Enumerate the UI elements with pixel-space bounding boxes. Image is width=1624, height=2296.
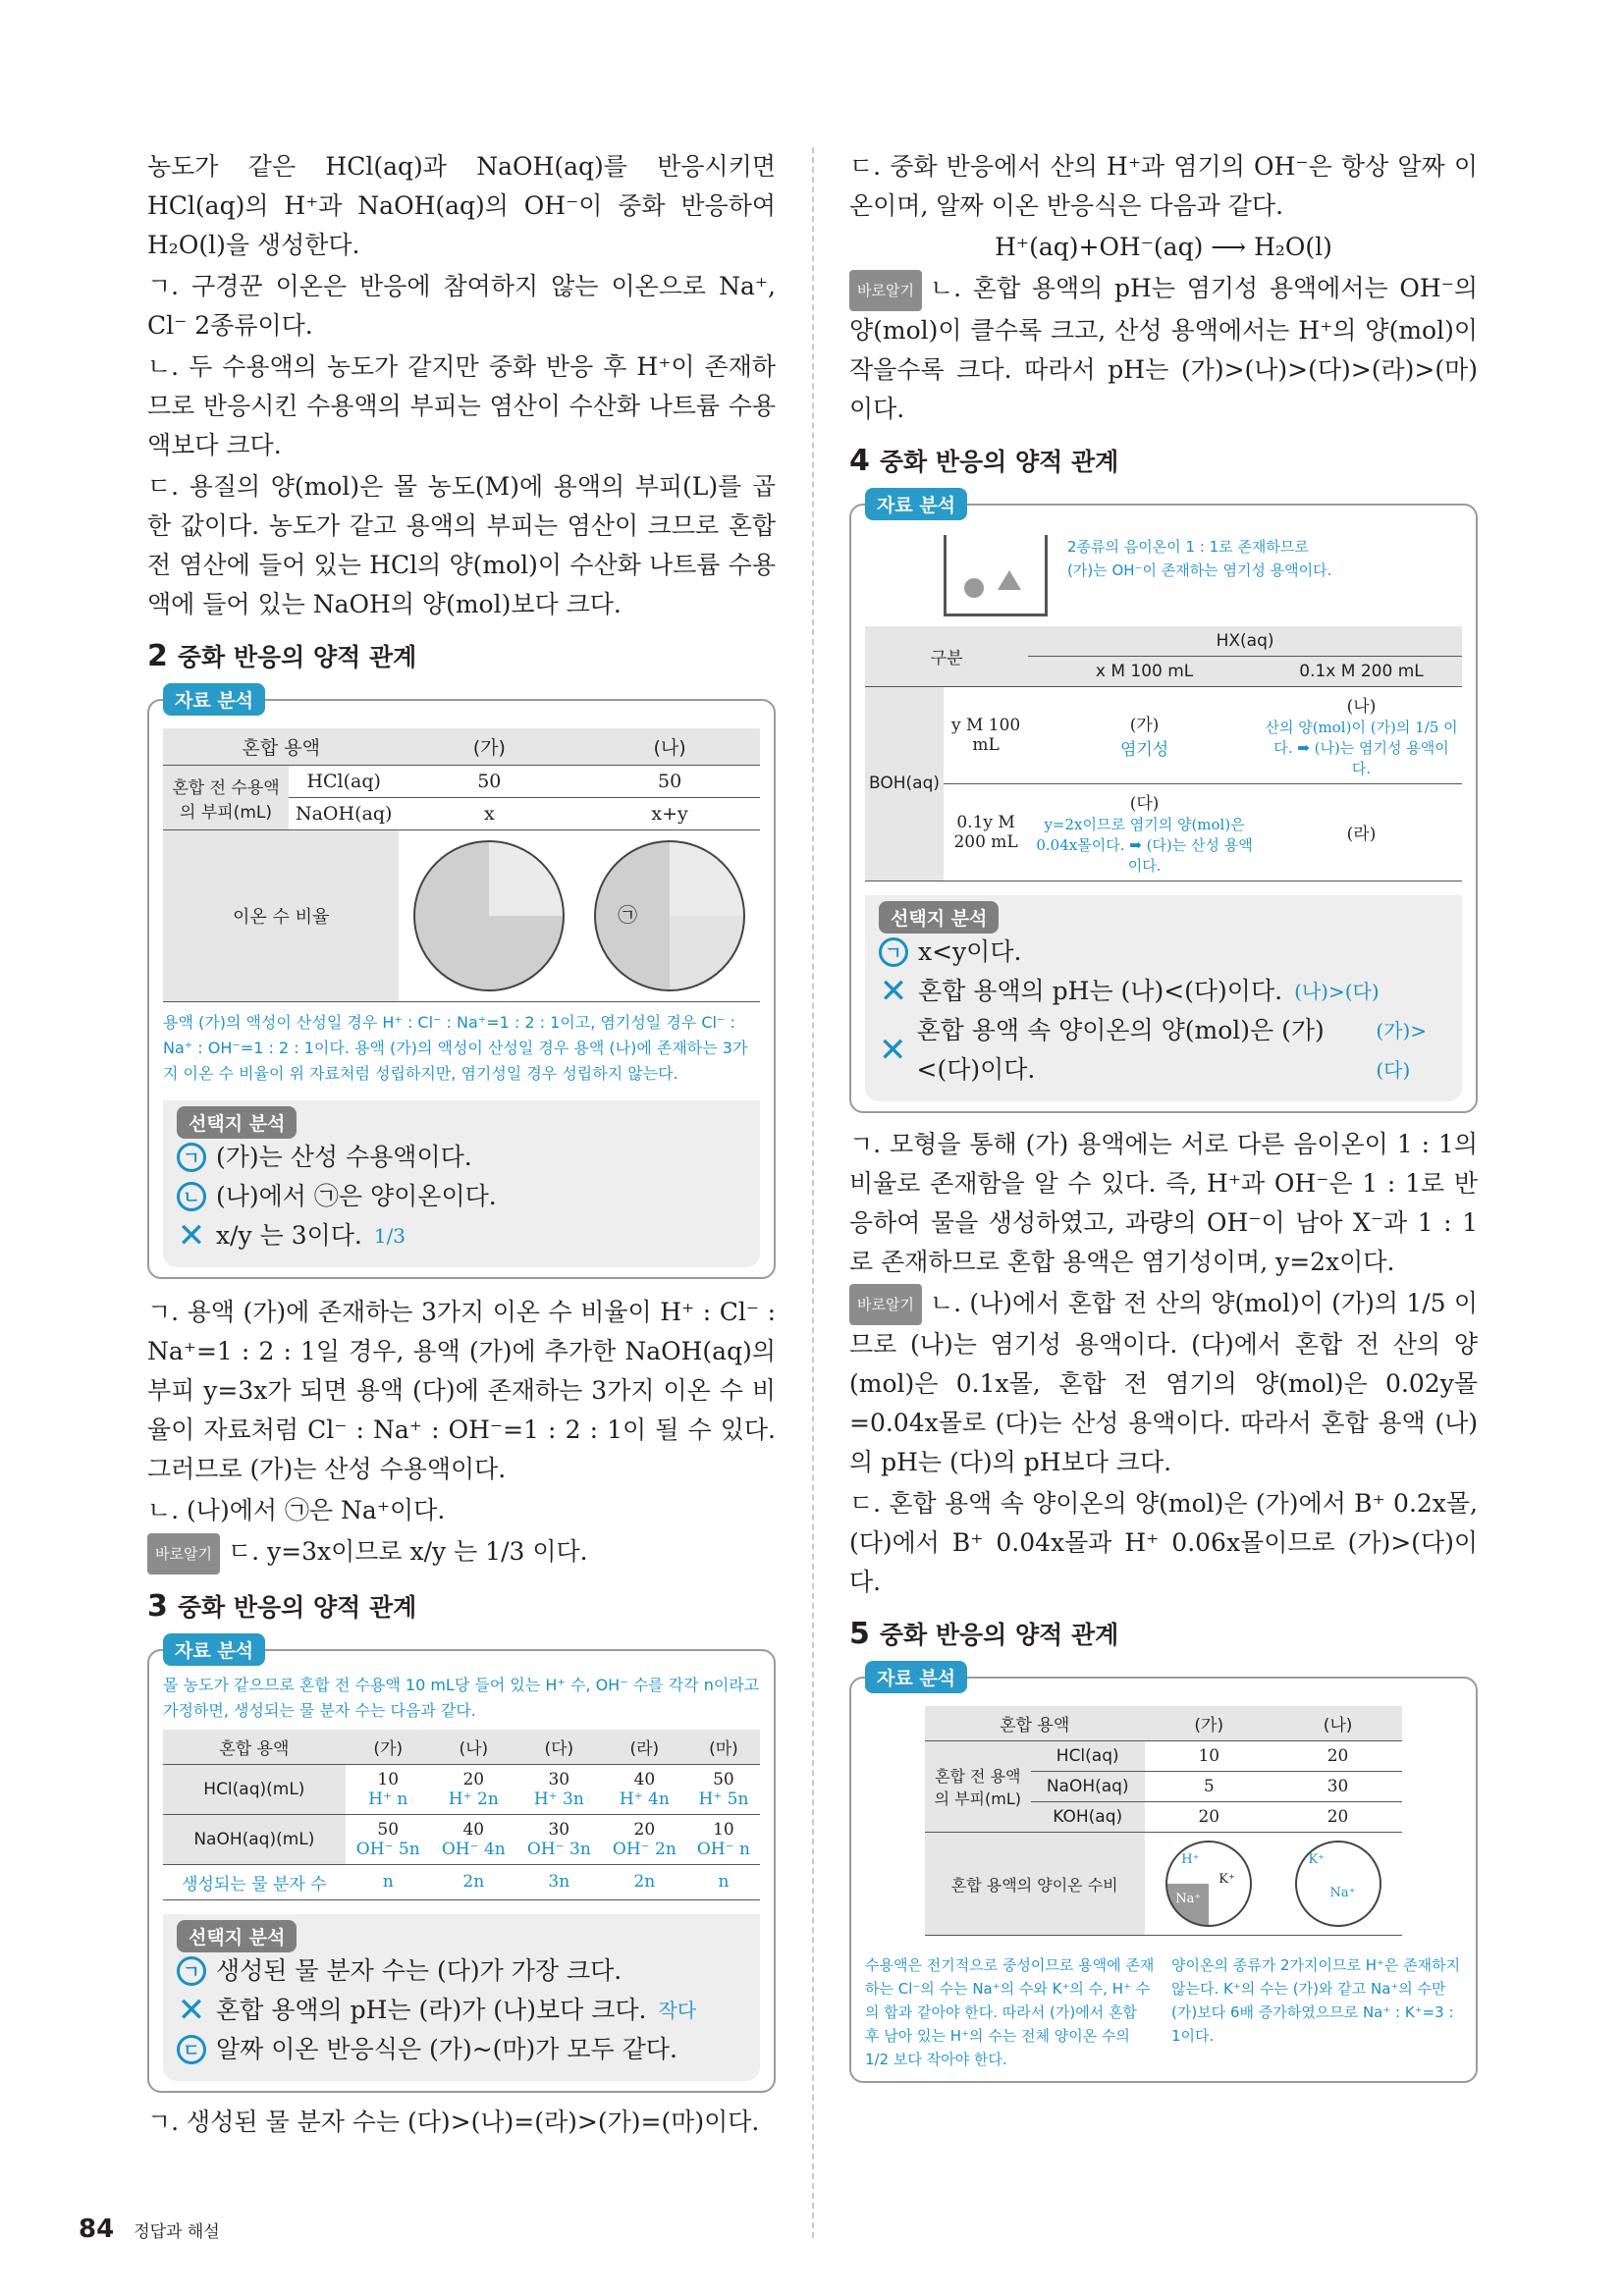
cell-ion: OH⁻ 5n	[355, 1839, 420, 1859]
s4-exp-1: ㄱ. 모형을 통해 (가) 용액에는 서로 다른 음이온이 1 : 1의 비율로 존재함을 알 수 있다. 즉, H⁺과 OH⁻은 1 : 1로 반응하여 물을 생성하였고, 과량의 OH⁻이 남아 X⁻과 1 : 1로 존재하므로 혼합 용액은 염기성이며, y=2x이다.	[849, 1129, 1478, 1276]
choice-text: (가)는 산성 수용액이다.	[216, 1143, 472, 1171]
fix-badge: 바로알기	[147, 1533, 220, 1575]
s5-rowgroup: 혼합 전 용액의 부피(mL)	[925, 1741, 1031, 1833]
s5-hdr: (가)	[1145, 1706, 1273, 1741]
beaker-diagram	[944, 535, 1462, 616]
cell: 10	[1145, 1741, 1273, 1772]
cell: 20	[462, 1769, 485, 1789]
page-footer	[79, 2215, 220, 2244]
ion-ratio-pie-b	[594, 840, 745, 991]
choice-correction: (나)>(다)	[1294, 979, 1380, 1003]
s3-note: 몰 농도가 같으므로 혼합 전 수용액 10 mL당 들어 있는 H⁺ 수, OH⁻ 수를 각각 n이라고 가정하면, 생성되는 물 분자 수는 다음과 같다.	[163, 1675, 760, 1720]
cell: 10	[377, 1769, 400, 1789]
pie-mark: ㉠	[618, 903, 638, 927]
fix-badge: 바로알기	[849, 1284, 922, 1325]
s4-col-label: 구분	[865, 626, 1028, 687]
s4-base-2: 0.1y M 200 mL	[944, 783, 1028, 881]
cell: 40	[462, 1819, 485, 1840]
s5-row-name: KOH(aq)	[1031, 1802, 1145, 1833]
s3-tag: 자료 분석	[163, 1633, 265, 1666]
s4-na-note: 산의 양(mol)이 (가)의 1/5 이다. ➡ (나)는 염기성 용액이다.	[1265, 718, 1458, 777]
s4-fix	[849, 1284, 1478, 1483]
section-number: 2	[147, 639, 168, 673]
choice-item	[177, 1216, 746, 1255]
s5-notes	[865, 1946, 1462, 2071]
cell-ion: H⁺ 3n	[533, 1789, 584, 1809]
choice-text: (나)에서 ㉠은 양이온이다.	[216, 1182, 497, 1210]
section-number: 3	[147, 1588, 168, 1624]
choice-item	[177, 1177, 746, 1216]
cation-pie-a	[1165, 1841, 1252, 1927]
pie-label: K⁺	[1308, 1852, 1326, 1867]
s4-acid-1: x M 100 mL	[1028, 656, 1261, 686]
cation-pie-b	[1295, 1841, 1381, 1927]
wrong-mark-icon: ✕	[177, 1216, 206, 1255]
s2-pie-label: 이온 수 비율	[163, 830, 399, 1002]
fix-text: ㄷ. y=3x이므로 x/y 는 1/3 이다.	[227, 1537, 588, 1566]
s5-row-name: NaOH(aq)	[1031, 1772, 1145, 1802]
cell: 20	[633, 1819, 656, 1840]
cell-ion: OH⁻ 2n	[612, 1839, 677, 1859]
cell: n	[687, 1864, 760, 1899]
s5-note-b: 양이온의 종류가 2가지이므로 H⁺은 존재하지 않는다. K⁺의 수는 (가)와 같고 Na⁺의 수만 (가)보다 6배 증가하였으므로 Na⁺ : K⁺=3 : 1이다.	[1171, 1956, 1461, 2045]
s4-acid: HX(aq)	[1028, 626, 1462, 657]
equation: H⁺(aq)+OH⁻(aq) ⟶ H₂O(l)	[995, 233, 1332, 261]
s3-water-label: 생성되는 물 분자 수	[163, 1864, 346, 1899]
s2-r2-1: x	[399, 798, 579, 830]
cell: 5	[1145, 1772, 1273, 1802]
s4-da-note: y=2x이므로 염기의 양(mol)은 0.04x몰이다. ➡ (다)는 산성 용액이다.	[1036, 815, 1253, 875]
section-title: 중화 반응의 양적 관계	[879, 447, 1119, 476]
s3-hdr: (가)	[346, 1730, 431, 1765]
cell: 10	[713, 1819, 734, 1840]
choice-text: 혼합 용액 속 양이온의 양(mol)은 (가)<(다)이다.	[916, 1015, 1325, 1084]
s2-exp-2: ㄴ. (나)에서 ㉠은 Na⁺이다.	[147, 1496, 446, 1524]
choice-correction: 작다	[658, 1998, 697, 2022]
s4-base: BOH(aq)	[865, 686, 944, 881]
s3-naoh-label: NaOH(aq)(mL)	[163, 1814, 346, 1864]
s2-fix	[147, 1532, 776, 1575]
cell: 50	[377, 1819, 400, 1840]
choice-text: 알짜 이온 반응식은 (가)~(마)가 모두 같다.	[216, 2034, 677, 2063]
correct-mark-icon: ㄷ	[177, 2035, 206, 2064]
s4-ga-note: 염기성	[1119, 739, 1169, 760]
choice-item	[879, 1011, 1448, 1090]
cell: 30	[548, 1819, 570, 1840]
s3-hdr: 혼합 용액	[163, 1730, 346, 1765]
cell: 2n	[602, 1864, 687, 1899]
choice-text: 생성된 물 분자 수는 (다)가 가장 크다.	[216, 1955, 623, 1985]
s3-data-box	[147, 1639, 776, 2093]
cell: 3n	[516, 1864, 602, 1899]
cell: n	[346, 1864, 431, 1899]
s4-da: (다)	[1129, 793, 1160, 814]
triangle-ion-icon	[998, 570, 1021, 590]
section-title: 중화 반응의 양적 관계	[177, 643, 417, 671]
s3-table	[163, 1730, 760, 1900]
s5-data-box	[849, 1668, 1478, 2083]
cell: 20	[1273, 1802, 1402, 1833]
s4-exp-2: ㄷ. 혼합 용액 속 양이온의 양(mol)은 (가)에서 B⁺ 0.2x몰, (다)에서 B⁺ 0.04x몰과 H⁺ 0.06x몰이므로 (가)>(다)이다.	[849, 1489, 1478, 1596]
s3-hdr: (라)	[602, 1730, 687, 1765]
intro-item-3: ㄷ. 용질의 양(mol)은 몰 농도(M)에 용액의 부피(L)를 곱한 값이다. 농도가 같고 용액의 부피는 염산이 크므로 혼합 전 염산에 들어 있는 HCl의 양(mol)이 수산화 나트륨 수용액에 들어 있는 NaOH의 양(mol)보다 크다.	[147, 472, 776, 618]
choice-text: x/y 는 3이다.	[216, 1221, 362, 1250]
section-4-heading	[849, 443, 1478, 478]
column-divider	[812, 147, 814, 2238]
s5-hdr: 혼합 용액	[925, 1706, 1145, 1741]
s2-note: 용액 (가)의 액성이 산성일 경우 H⁺ : Cl⁻ : Na⁺=1 : 2 : 1이고, 염기성일 경우 Cl⁻ : Na⁺ : OH⁻=1 : 2 : 1이다. 용액 (가)의 액성이 산성일 경우 용액 (나)에 존재하는 3가지 이온 수 비율이 위 자료처럼 성립하지만, 염기성일 경우 성립하지 않는다.	[163, 1013, 748, 1083]
s3-choices	[163, 1914, 760, 2081]
s2-data-box	[147, 690, 776, 1279]
right-top: ㄷ. 중화 반응에서 산의 H⁺과 염기의 OH⁻은 항상 알짜 이온이며, 알짜 이온 반응식은 다음과 같다.	[849, 152, 1478, 220]
s4-ga: (가)	[1129, 715, 1160, 735]
correct-mark-icon: ㄱ	[177, 1143, 206, 1172]
cell: 30	[1273, 1772, 1402, 1802]
beaker-icon	[944, 535, 1048, 616]
beaker-note: 2종류의 음이온이 1 : 1로 존재하므로 (가)는 OH⁻이 존재하는 염기성 용액이다.	[1067, 537, 1332, 579]
cell-ion: H⁺ 5n	[698, 1789, 749, 1809]
ion-ratio-pie-a	[413, 840, 565, 991]
s2-r1-2: 50	[579, 766, 760, 798]
intro-para: 농도가 같은 HCl(aq)과 NaOH(aq)를 반응시키면 HCl(aq)의 H⁺과 NaOH(aq)의 OH⁻이 중화 반응하여 H₂O(l)을 생성한다.	[147, 152, 776, 259]
right-fix-1	[849, 269, 1478, 429]
choice-text: 혼합 용액의 pH는 (나)<(다)이다.	[918, 976, 1283, 1005]
s5-note-a: 수용액은 전기적으로 중성이므로 용액에 존재하는 Cl⁻의 수는 Na⁺의 수와 K⁺의 수, H⁺ 수의 합과 같아야 한다. 따라서 (가)에서 혼합 후 남아 있는 H⁺의 수는 전체 양이온 수의 1/2 보다 작아야 한다.	[865, 1956, 1155, 2068]
pie-label: Na⁺	[1175, 1892, 1202, 1906]
s2-r1-1: 50	[399, 766, 579, 798]
s5-hdr: (나)	[1273, 1706, 1402, 1741]
choice-text: x<y이다.	[918, 936, 1022, 966]
section-5-heading	[849, 1616, 1478, 1651]
page-number: 84	[79, 2215, 115, 2244]
s5-table	[925, 1706, 1402, 1936]
s2-hdr-2: (나)	[579, 728, 760, 766]
choice-correction: (가)>(다)	[1376, 1018, 1428, 1082]
s5-pie-label: 혼합 용액의 양이온 수비	[925, 1833, 1145, 1936]
s3-hdr: (다)	[516, 1730, 602, 1765]
intro-item-1: ㄱ. 구경꾼 이온은 반응에 참여하지 않는 이온으로 Na⁺, Cl⁻ 2종류이다.	[147, 272, 776, 340]
s2-hdr-0: 혼합 용액	[163, 728, 399, 766]
s2-hdr-1: (가)	[399, 728, 579, 766]
s4-na: (나)	[1346, 696, 1377, 717]
s2-r2-0: NaOH(aq)	[289, 798, 399, 830]
s2-tag: 자료 분석	[163, 683, 265, 716]
section-2-heading	[147, 638, 776, 673]
s4-acid-2: 0.1x M 200 mL	[1261, 656, 1462, 686]
cell: 30	[548, 1769, 570, 1789]
correct-mark-icon: ㄴ	[177, 1182, 206, 1211]
choice-item	[879, 933, 1448, 972]
right-column	[849, 147, 1478, 2083]
wrong-mark-icon: ✕	[879, 1030, 907, 1070]
choice-item	[177, 1138, 746, 1177]
section-title: 중화 반응의 양적 관계	[879, 1621, 1119, 1649]
s2-exp-1: ㄱ. 용액 (가)에 존재하는 3가지 이온 수 비율이 H⁺ : Cl⁻ : Na⁺=1 : 2 : 1일 경우, 용액 (가)에 추가한 NaOH(aq)의 부피 y=3x가 되면 용액 (다)에 존재하는 3가지 이온 수 비율이 자료처럼 Cl⁻ : Na⁺ : OH⁻=1 : 2 : 1이 될 수 있다. 그러므로 (가)는 산성 수용액이다.	[147, 1298, 776, 1483]
cell: 20	[1145, 1802, 1273, 1833]
section-title: 중화 반응의 양적 관계	[177, 1592, 417, 1622]
s4-choices	[865, 895, 1462, 1101]
choice-correction: 1/3	[373, 1224, 406, 1248]
wrong-mark-icon: ✕	[177, 1990, 206, 2030]
cell: 50	[713, 1769, 734, 1789]
choice-item	[177, 2030, 746, 2069]
fix-text: ㄴ. (나)에서 혼합 전 산의 양(mol)이 (가)의 1/5 이므로 (나)는 염기성 용액이다. (다)에서 혼합 전 산의 양(mol)은 0.1x몰, 혼합 전 염기의 양(mol)은 0.02y몰=0.04x몰로 (다)는 산성 용액이다. 따라서 혼합 용액 (나)의 pH는 (다)의 pH보다 크다.	[849, 1288, 1478, 1476]
s3-choice-tag: 선택지 분석	[177, 1920, 297, 1952]
cell: 20	[1273, 1741, 1402, 1772]
choice-item	[177, 1951, 746, 1991]
section-3-heading	[147, 1588, 776, 1624]
s4-table	[865, 626, 1462, 881]
cell-ion: OH⁻ 4n	[441, 1839, 506, 1859]
s2-r1-0: HCl(aq)	[289, 766, 399, 798]
pie-label: K⁺	[1218, 1872, 1235, 1887]
circle-ion-icon	[964, 578, 984, 598]
s2-choice-tag: 선택지 분석	[177, 1106, 297, 1139]
s4-ra: (라)	[1261, 783, 1462, 881]
choice-item	[879, 972, 1448, 1011]
left-column	[147, 147, 776, 2144]
cell-ion: H⁺ 2n	[448, 1789, 499, 1809]
fix-badge: 바로알기	[849, 270, 922, 311]
cell-ion: H⁺ n	[368, 1789, 408, 1809]
s5-tag: 자료 분석	[865, 1661, 967, 1693]
s4-base-1: y M 100 mL	[944, 686, 1028, 783]
s2-table	[163, 728, 760, 1002]
choice-item	[177, 1991, 746, 2030]
s2-r2-2: x+y	[579, 798, 760, 830]
s3-hdr: (나)	[431, 1730, 516, 1765]
pie-label: Na⁺	[1329, 1886, 1356, 1900]
choice-text: 혼합 용액의 pH는 (라)가 (나)보다 크다.	[216, 1995, 647, 2024]
section-number: 5	[849, 1617, 870, 1651]
s2-rowgroup: 혼합 전 수용액의 부피(mL)	[163, 766, 289, 830]
s3-hcl-label: HCl(aq)(mL)	[163, 1764, 346, 1814]
section-number: 4	[849, 443, 870, 478]
s4-choice-tag: 선택지 분석	[879, 901, 999, 934]
s2-choices	[163, 1100, 760, 1267]
pie-label: H⁺	[1181, 1852, 1200, 1867]
correct-mark-icon: ㄱ	[879, 937, 908, 967]
fix-text: ㄴ. 혼합 용액의 pH는 염기성 용액에서는 OH⁻의 양(mol)이 클수록 크고, 산성 용액에서는 H⁺의 양(mol)이 작을수록 크다. 따라서 pH는 (가)>(나)>(다)>(라)>(마)이다.	[849, 274, 1478, 423]
cell: 2n	[431, 1864, 516, 1899]
wrong-mark-icon: ✕	[879, 971, 908, 1011]
cell-ion: OH⁻ 3n	[526, 1839, 591, 1859]
correct-mark-icon: ㄱ	[177, 1956, 206, 1986]
footer-title: 정답과 해설	[134, 2222, 220, 2242]
s3-hdr: (마)	[687, 1730, 760, 1765]
cell-ion: OH⁻ n	[696, 1839, 750, 1859]
cell-ion: H⁺ 4n	[619, 1789, 670, 1809]
s4-data-box	[849, 494, 1478, 1113]
intro-item-2: ㄴ. 두 수용액의 농도가 같지만 중화 반응 후 H⁺이 존재하므로 반응시킨 수용액의 부피는 염산이 수산화 나트륨 수용액보다 크다.	[147, 352, 776, 459]
s4-tag: 자료 분석	[865, 488, 967, 520]
cell: 40	[633, 1769, 656, 1789]
s5-row-name: HCl(aq)	[1031, 1741, 1145, 1772]
s3-exp: ㄱ. 생성된 물 분자 수는 (다)>(나)=(라)>(가)=(마)이다.	[147, 2107, 760, 2136]
